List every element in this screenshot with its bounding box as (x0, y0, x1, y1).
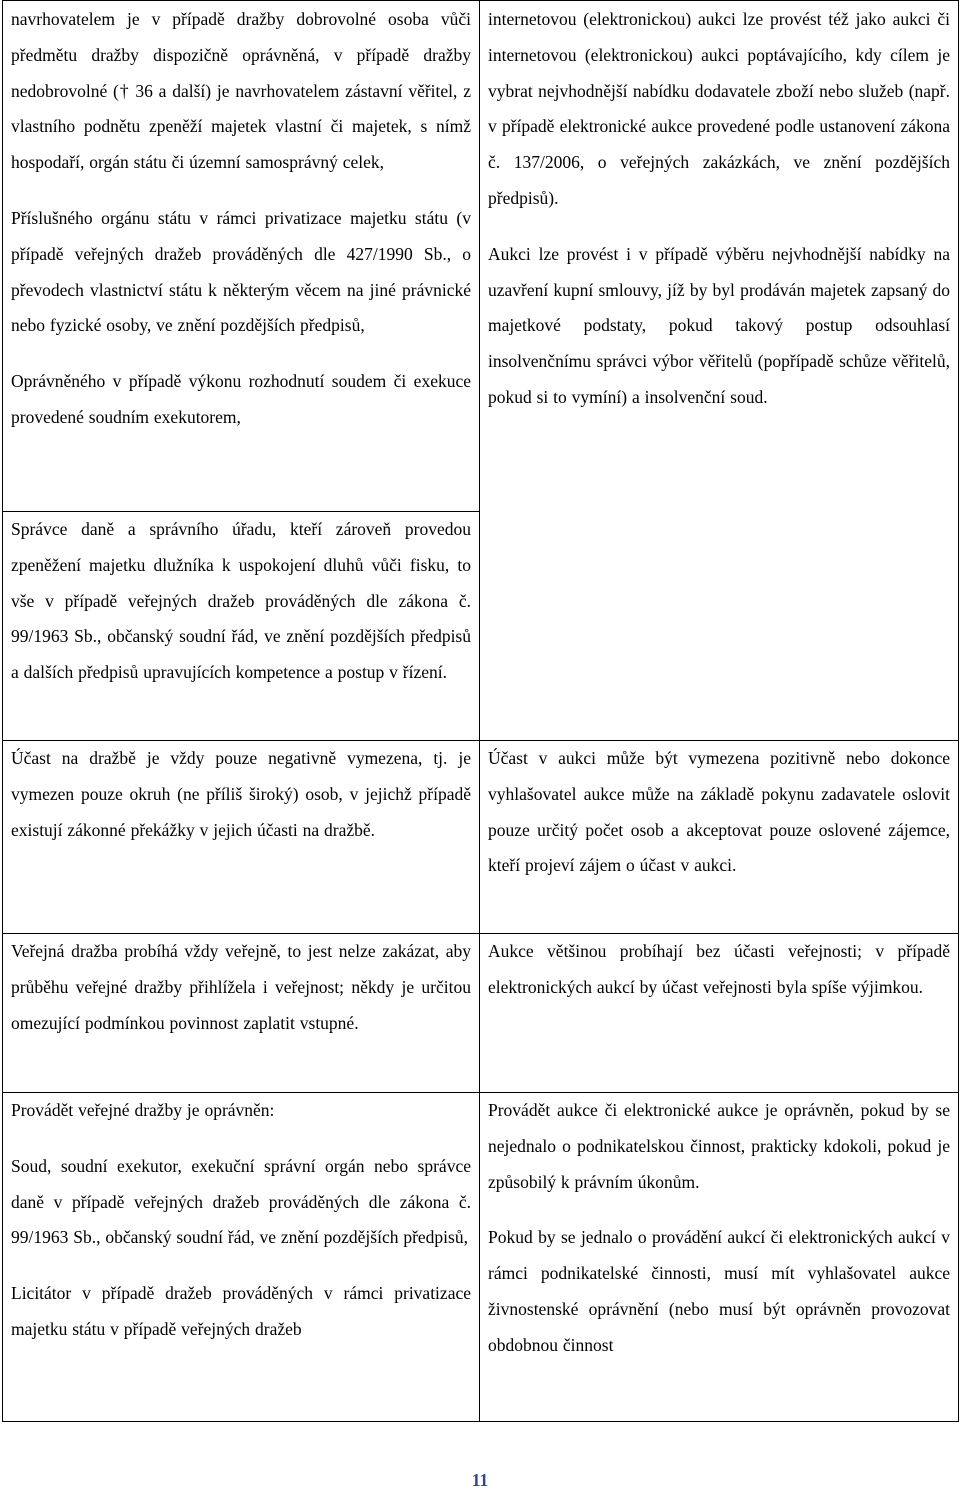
paragraph: internetovou (elektronickou) aukci lze provést též jako aukci či internetovou (elektronickou) aukci poptávajícího, kdy cílem je vybrat nejvhodnější nabídku dodavatele zboží nebo služeb (např. v případě elektronické aukce provedené podle ustanovení zákona č. 137/2006, o veřejných zakázkách, ve znění pozdějších předpisů). (488, 9, 950, 208)
paragraph: Licitátor v případě dražeb prováděných v rámci privatizace majetku státu v případě veřejných dražeb (11, 1283, 471, 1339)
page-number: 11 (471, 1470, 489, 1490)
comparison-table (2, 0, 959, 1422)
table-cell-right (480, 1093, 959, 1422)
paragraph: Správce daně a správního úřadu, kteří zároveň provedou zpeněžení majetku dlužníka k uspokojení dluhů vůči fisku, to vše v případě veřejných dražeb prováděných dle zákona č. 99/1963 Sb., občanský soudní řád, ve znění pozdějších předpisů a dalších předpisů upravujících kompetence a postup v řízení. (11, 519, 471, 683)
table-cell-right (480, 934, 959, 1093)
paragraph: Oprávněného v případě výkonu rozhodnutí soudem či exekuce provedené soudním exekutorem, (11, 371, 471, 427)
table-row (3, 741, 959, 934)
table-row (3, 934, 959, 1093)
paragraph: Účast v aukci může být vymezena pozitivně nebo dokonce vyhlašovatel aukce může na základě pokynu zadavatele oslovit pouze určitý počet osob a akceptovat pouze oslovené zájemce, kteří projeví zájem o účast v aukci. (488, 748, 950, 876)
table-cell-left (3, 1, 480, 512)
paragraph: Veřejná dražba probíhá vždy veřejně, to jest nelze zakázat, aby průběhu veřejné dražby přihlížela i veřejnost; někdy je určitou omezující podmínkou povinnost zaplatit vstupné. (11, 941, 471, 1033)
paragraph: Aukce většinou probíhají bez účasti veřejnosti; v případě elektronických aukcí by účast veřejnosti byla spíše výjimkou. (488, 941, 950, 997)
table-cell-left (3, 934, 480, 1093)
table-cell-left (3, 741, 480, 934)
table-cell-left (3, 1093, 480, 1422)
paragraph: Účast na dražbě je vždy pouze negativně vymezena, tj. je vymezen pouze okruh (ne příliš široký) osob, v jejichž případě existují zákonné překážky v jejich účasti na dražbě. (11, 748, 471, 840)
paragraph: Aukci lze provést i v případě výběru nejvhodnější nabídky na uzavření kupní smlouvy, jíž by byl prodáván majetek zapsaný do majetkové podstaty, pokud takový postup odsouhlasí insolvenčnímu správci výbor věřitelů (popřípadě schůze věřitelů, pokud si to vymíní) a insolvenční soud. (488, 243, 950, 407)
paragraph: Provádět veřejné dražby je oprávněn: (11, 1100, 275, 1120)
paragraph: Pokud by se jednalo o provádění aukcí či elektronických aukcí v rámci podnikatelské činnosti, musí mít vyhlašovatel aukce živnostenské oprávnění (nebo musí být oprávněn provozovat obdobnou činnost (488, 1227, 950, 1355)
table-cell-right (480, 1, 959, 741)
paragraph: Soud, soudní exekutor, exekuční správní orgán nebo správce daně v případě veřejných dražeb prováděných dle zákona č. 99/1963 Sb., občanský soudní řád, ve znění pozdějších předpisů, (11, 1155, 471, 1248)
paragraph: navrhovatelem je v případě dražby dobrovolné osoba vůči předmětu dražby dispozičně oprávněná, v případě dražby nedobrovolné († 36 a další) je navrhovatelem zástavní věřitel, z vlastního podnětu zpeněží majetek vlastní či majetek, s nímž hospodaří, orgán státu či územní samosprávný celek, (11, 9, 471, 173)
paragraph: Příslušného orgánu státu v rámci privatizace majetku státu (v případě veřejných dražeb prováděných dle 427/1990 Sb., o převodech vlastnictví státu k některým věcem na jiné právnické nebo fyzické osoby, ve znění pozdějších předpisů, (11, 207, 471, 336)
paragraph: Provádět aukce či elektronické aukce je oprávněn, pokud by se nejednalo o podnikatelskou činnost, prakticky kdokoli, pokud je způsobilý k právním úkonům. (488, 1100, 950, 1192)
table-row (3, 1, 959, 512)
table-cell-left (3, 512, 480, 741)
table-cell-right (480, 741, 959, 934)
table-row (3, 1093, 959, 1422)
